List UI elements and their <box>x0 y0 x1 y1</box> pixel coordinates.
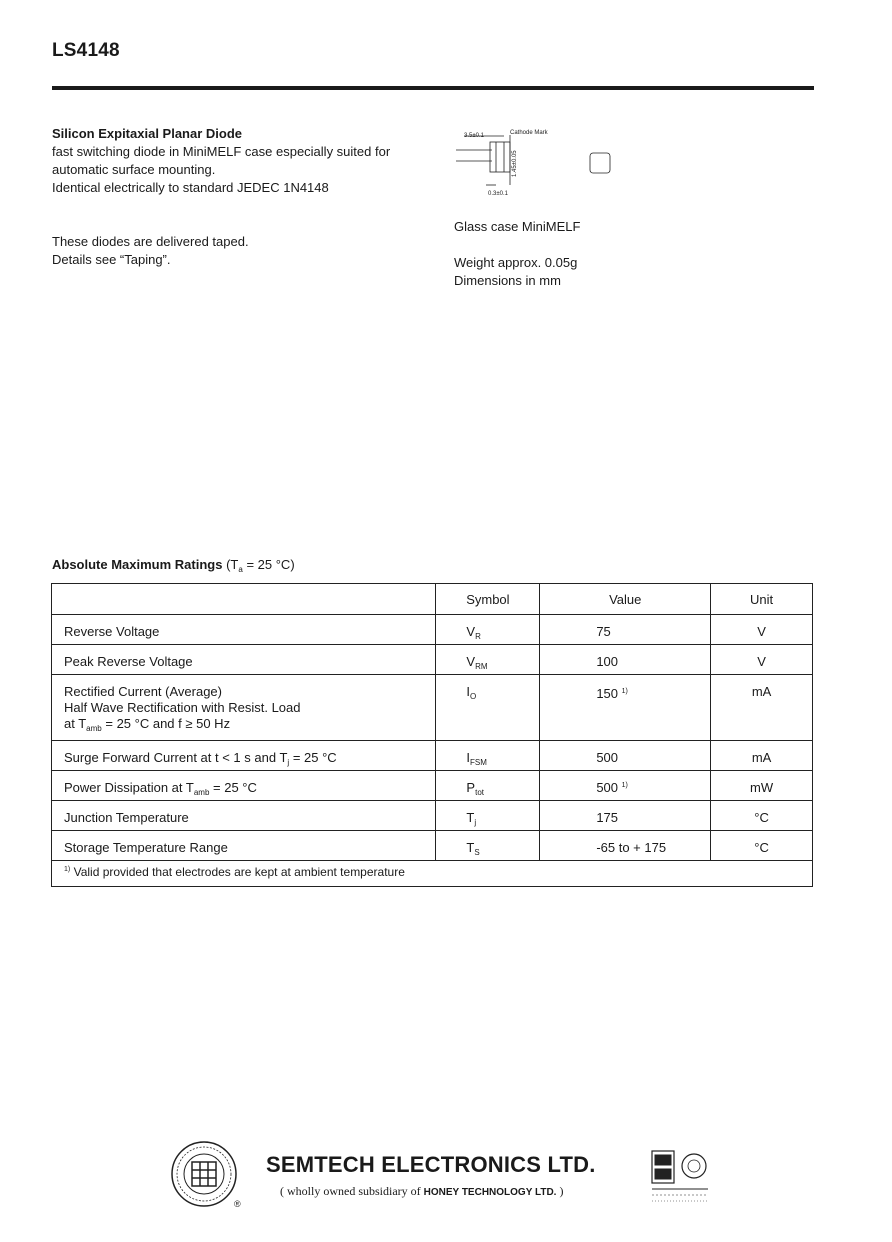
ratings-heading <box>52 557 295 574</box>
symbol-cell <box>436 741 540 771</box>
weight-label: Weight approx. 0.05g <box>454 255 578 270</box>
header-symbol: Symbol <box>436 584 540 615</box>
diameter-label: 1.45±0.05 <box>512 150 518 177</box>
subsidiary-line <box>280 1184 563 1199</box>
value-text: 500 <box>596 780 619 795</box>
table-row <box>52 741 813 771</box>
symbol-base: T <box>466 810 475 825</box>
end-view-outline <box>590 153 610 173</box>
value-cell <box>540 771 711 801</box>
registered-mark: ® <box>234 1199 241 1209</box>
value-cell: -65 to + 175 <box>540 831 711 861</box>
param-line-3-b: = 25 °C and f ≥ 50 Hz <box>105 716 231 731</box>
table-header-row <box>52 584 813 615</box>
symbol-base: P <box>466 780 476 795</box>
length-label: 3.5±0.1 <box>464 133 484 139</box>
symbol-cell <box>436 675 540 741</box>
subsidiary-close: ) <box>559 1184 564 1198</box>
value-cell: 100 <box>540 645 711 675</box>
unit-cell: °C <box>711 831 813 861</box>
param-cell <box>52 741 436 771</box>
param-sub: amb <box>193 788 210 797</box>
table-row <box>52 801 813 831</box>
header-unit: Unit <box>711 584 813 615</box>
unit-cell: mW <box>711 771 813 801</box>
unit-cell: V <box>711 645 813 675</box>
table-row <box>52 675 813 741</box>
symbol-cell <box>436 615 540 645</box>
condition-sub: a <box>238 565 243 574</box>
ratings-title: Absolute Maximum Ratings <box>52 557 223 572</box>
footnote-row <box>52 861 813 887</box>
symbol-sub: j <box>474 818 477 827</box>
description-line-2: automatic surface mounting. <box>52 162 216 177</box>
footnote-ref: 1) <box>621 688 628 695</box>
param-b: = 25 °C <box>292 750 337 765</box>
subsidiary-open: ( wholly owned subsidiary of <box>280 1184 421 1198</box>
symbol-sub: O <box>470 692 477 701</box>
delivery-line-2: Details see “Taping”. <box>52 252 171 267</box>
param-line-2: Half Wave Rectification with Resist. Load <box>64 700 301 715</box>
document-title: LS4148 <box>52 40 120 61</box>
value-cell: 75 <box>540 615 711 645</box>
param-a: Surge Forward Current at t < 1 s and T <box>64 750 288 765</box>
param-cell: Junction Temperature <box>52 801 436 831</box>
case-label: Glass case MiniMELF <box>454 219 581 234</box>
param-line-3-a: at T <box>64 716 87 731</box>
value-cell <box>540 675 711 741</box>
value-text: 150 <box>596 686 619 701</box>
cap-label: 0.3±0.1 <box>488 191 508 197</box>
symbol-base: V <box>466 654 476 669</box>
semtech-logo <box>170 1140 241 1209</box>
dimensions-label: Dimensions in mm <box>454 273 561 288</box>
symbol-cell <box>436 831 540 861</box>
param-cell <box>52 675 436 741</box>
param-sub: j <box>287 758 290 767</box>
table-row <box>52 645 813 675</box>
symbol-cell <box>436 645 540 675</box>
symbol-sub: FSM <box>470 758 487 767</box>
symbol-cell <box>436 801 540 831</box>
header-parameter <box>52 584 436 615</box>
description-line-3: Identical electrically to standard JEDEC 1N4148 <box>52 180 329 195</box>
symbol-cell <box>436 771 540 801</box>
symbol-sub: R <box>475 632 481 641</box>
ratings-condition <box>226 557 295 572</box>
param-line-3-sub: amb <box>86 724 102 733</box>
cathode-mark-label: Cathode Mark <box>510 130 548 136</box>
description-line-1: fast switching diode in MiniMELF case especially suited for <box>52 144 391 159</box>
unit-cell: °C <box>711 801 813 831</box>
param-cell: Reverse Voltage <box>52 615 436 645</box>
footnote-mark: 1) <box>64 866 71 873</box>
condition-suffix: = 25 °C) <box>246 557 295 572</box>
param-line-1: Rectified Current (Average) <box>64 684 222 699</box>
package-dimension-diagram <box>452 125 622 201</box>
param-cell <box>52 771 436 801</box>
table-row <box>52 771 813 801</box>
unit-cell: mA <box>711 675 813 741</box>
product-heading: Silicon Expitaxial Planar Diode <box>52 126 243 141</box>
table-row <box>52 615 813 645</box>
symbol-base: I <box>466 684 471 699</box>
header-value: Value <box>540 584 711 615</box>
param-b: = 25 °C <box>213 780 257 795</box>
unit-cell: V <box>711 615 813 645</box>
unit-cell: mA <box>711 741 813 771</box>
param-cell: Storage Temperature Range <box>52 831 436 861</box>
value-cell: 500 <box>540 741 711 771</box>
company-name: SEMTECH ELECTRONICS LTD. <box>266 1152 596 1177</box>
symbol-sub: S <box>474 848 480 857</box>
parent-company-name: HONEY TECHNOLOGY LTD. <box>423 1187 557 1198</box>
value-cell: 175 <box>540 801 711 831</box>
certification-mark <box>650 1149 710 1204</box>
table-row <box>52 831 813 861</box>
symbol-sub: RM <box>475 662 488 671</box>
title-rule <box>52 86 814 90</box>
delivery-note <box>52 233 249 269</box>
condition-prefix: (T <box>226 557 239 572</box>
symbol-base: I <box>466 750 471 765</box>
delivery-line-1: These diodes are delivered taped. <box>52 234 249 249</box>
param-a: Power Dissipation at T <box>64 780 194 795</box>
footnote-ref: 1) <box>621 782 628 789</box>
ratings-table <box>51 583 813 887</box>
symbol-base: T <box>466 840 475 855</box>
package-specs <box>454 254 577 290</box>
diode-body <box>490 142 510 172</box>
param-cell: Peak Reverse Voltage <box>52 645 436 675</box>
param-line-3 <box>64 716 435 737</box>
product-description <box>52 125 390 197</box>
footnote-cell <box>52 861 813 887</box>
symbol-sub: tot <box>475 788 484 797</box>
footnote-text: Valid provided that electrodes are kept at ambient temperature <box>73 865 405 879</box>
symbol-base: V <box>466 624 476 639</box>
